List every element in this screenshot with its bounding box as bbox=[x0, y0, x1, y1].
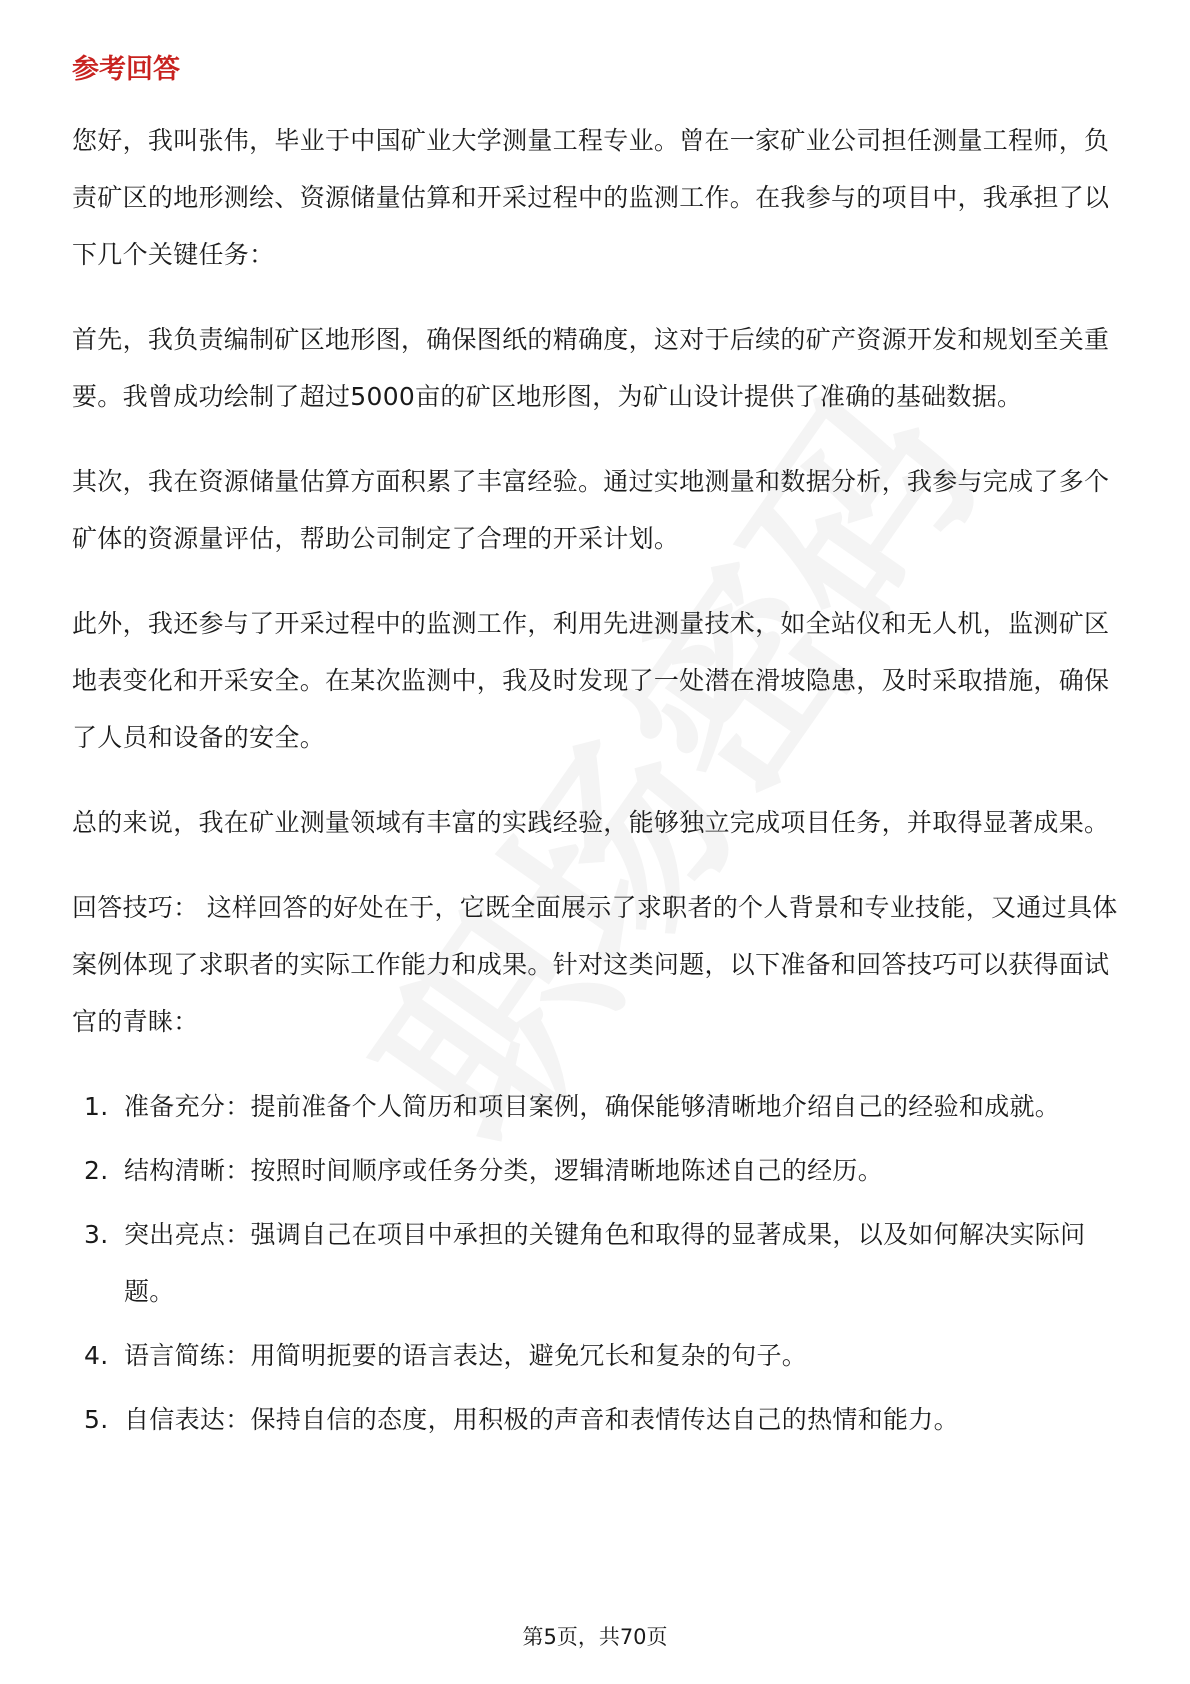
list-item bbox=[72, 1206, 1122, 1320]
list-item-number: 4. bbox=[84, 1341, 109, 1370]
list-item-number: 5. bbox=[84, 1405, 109, 1434]
list-item bbox=[72, 1391, 1122, 1448]
section-heading: 参考回答 bbox=[72, 54, 180, 85]
paragraph-intro: 您好，我叫张伟，毕业于中国矿业大学测量工程专业。曾在一家矿业公司担任测量工程师，负责矿区的地形测绘、资源储量估算和开采过程中的监测工作。在我参与的项目中，我承担了以下几个关键任务： bbox=[72, 126, 1110, 269]
list-item-number: 1. bbox=[84, 1092, 109, 1121]
document-body bbox=[72, 48, 1122, 1455]
list-item-number: 2. bbox=[84, 1156, 109, 1185]
list-item-text: 准备充分：提前准备个人简历和项目案例，确保能够清晰地介绍自己的经验和成就。 bbox=[124, 1092, 1061, 1121]
tips-list bbox=[72, 1078, 1122, 1448]
list-item bbox=[72, 1078, 1122, 1135]
paragraph-second: 其次，我在资源储量估算方面积累了丰富经验。通过实地测量和数据分析，我参与完成了多个矿体的资源量评估，帮助公司制定了合理的开采计划。 bbox=[72, 467, 1110, 553]
list-item bbox=[72, 1327, 1122, 1384]
list-item bbox=[72, 1142, 1122, 1199]
page-number-footer: 第5页，共70页 bbox=[522, 1625, 668, 1649]
list-item-text: 语言简练：用简明扼要的语言表达，避免冗长和复杂的句子。 bbox=[124, 1341, 808, 1370]
paragraph-first: 首先，我负责编制矿区地形图，确保图纸的精确度，这对于后续的矿产资源开发和规划至关重要。我曾成功绘制了超过5000亩的矿区地形图，为矿山设计提供了准确的基础数据。 bbox=[72, 325, 1110, 411]
list-item-text: 结构清晰：按照时间顺序或任务分类，逻辑清晰地陈述自己的经历。 bbox=[124, 1156, 884, 1185]
list-item-number: 3. bbox=[84, 1220, 109, 1249]
list-item-text: 突出亮点：强调自己在项目中承担的关键角色和取得的显著成果，以及如何解决实际问题。 bbox=[124, 1220, 1086, 1306]
list-item-text: 自信表达：保持自信的态度，用积极的声音和表情传达自己的热情和能力。 bbox=[124, 1405, 959, 1434]
paragraph-summary: 总的来说，我在矿业测量领域有丰富的实践经验，能够独立完成项目任务，并取得显著成果。 bbox=[72, 808, 1110, 837]
paragraph-third: 此外，我还参与了开采过程中的监测工作，利用先进测量技术，如全站仪和无人机，监测矿区地表变化和开采安全。在某次监测中，我及时发现了一处潜在滑坡隐患，及时采取措施，确保了人员和设备的安全。 bbox=[72, 609, 1110, 752]
paragraph-tips-intro: 回答技巧： 这样回答的好处在于，它既全面展示了求职者的个人背景和专业技能，又通过具体案例体现了求职者的实际工作能力和成果。针对这类问题，以下准备和回答技巧可以获得面试官的青睐： bbox=[72, 893, 1118, 1036]
